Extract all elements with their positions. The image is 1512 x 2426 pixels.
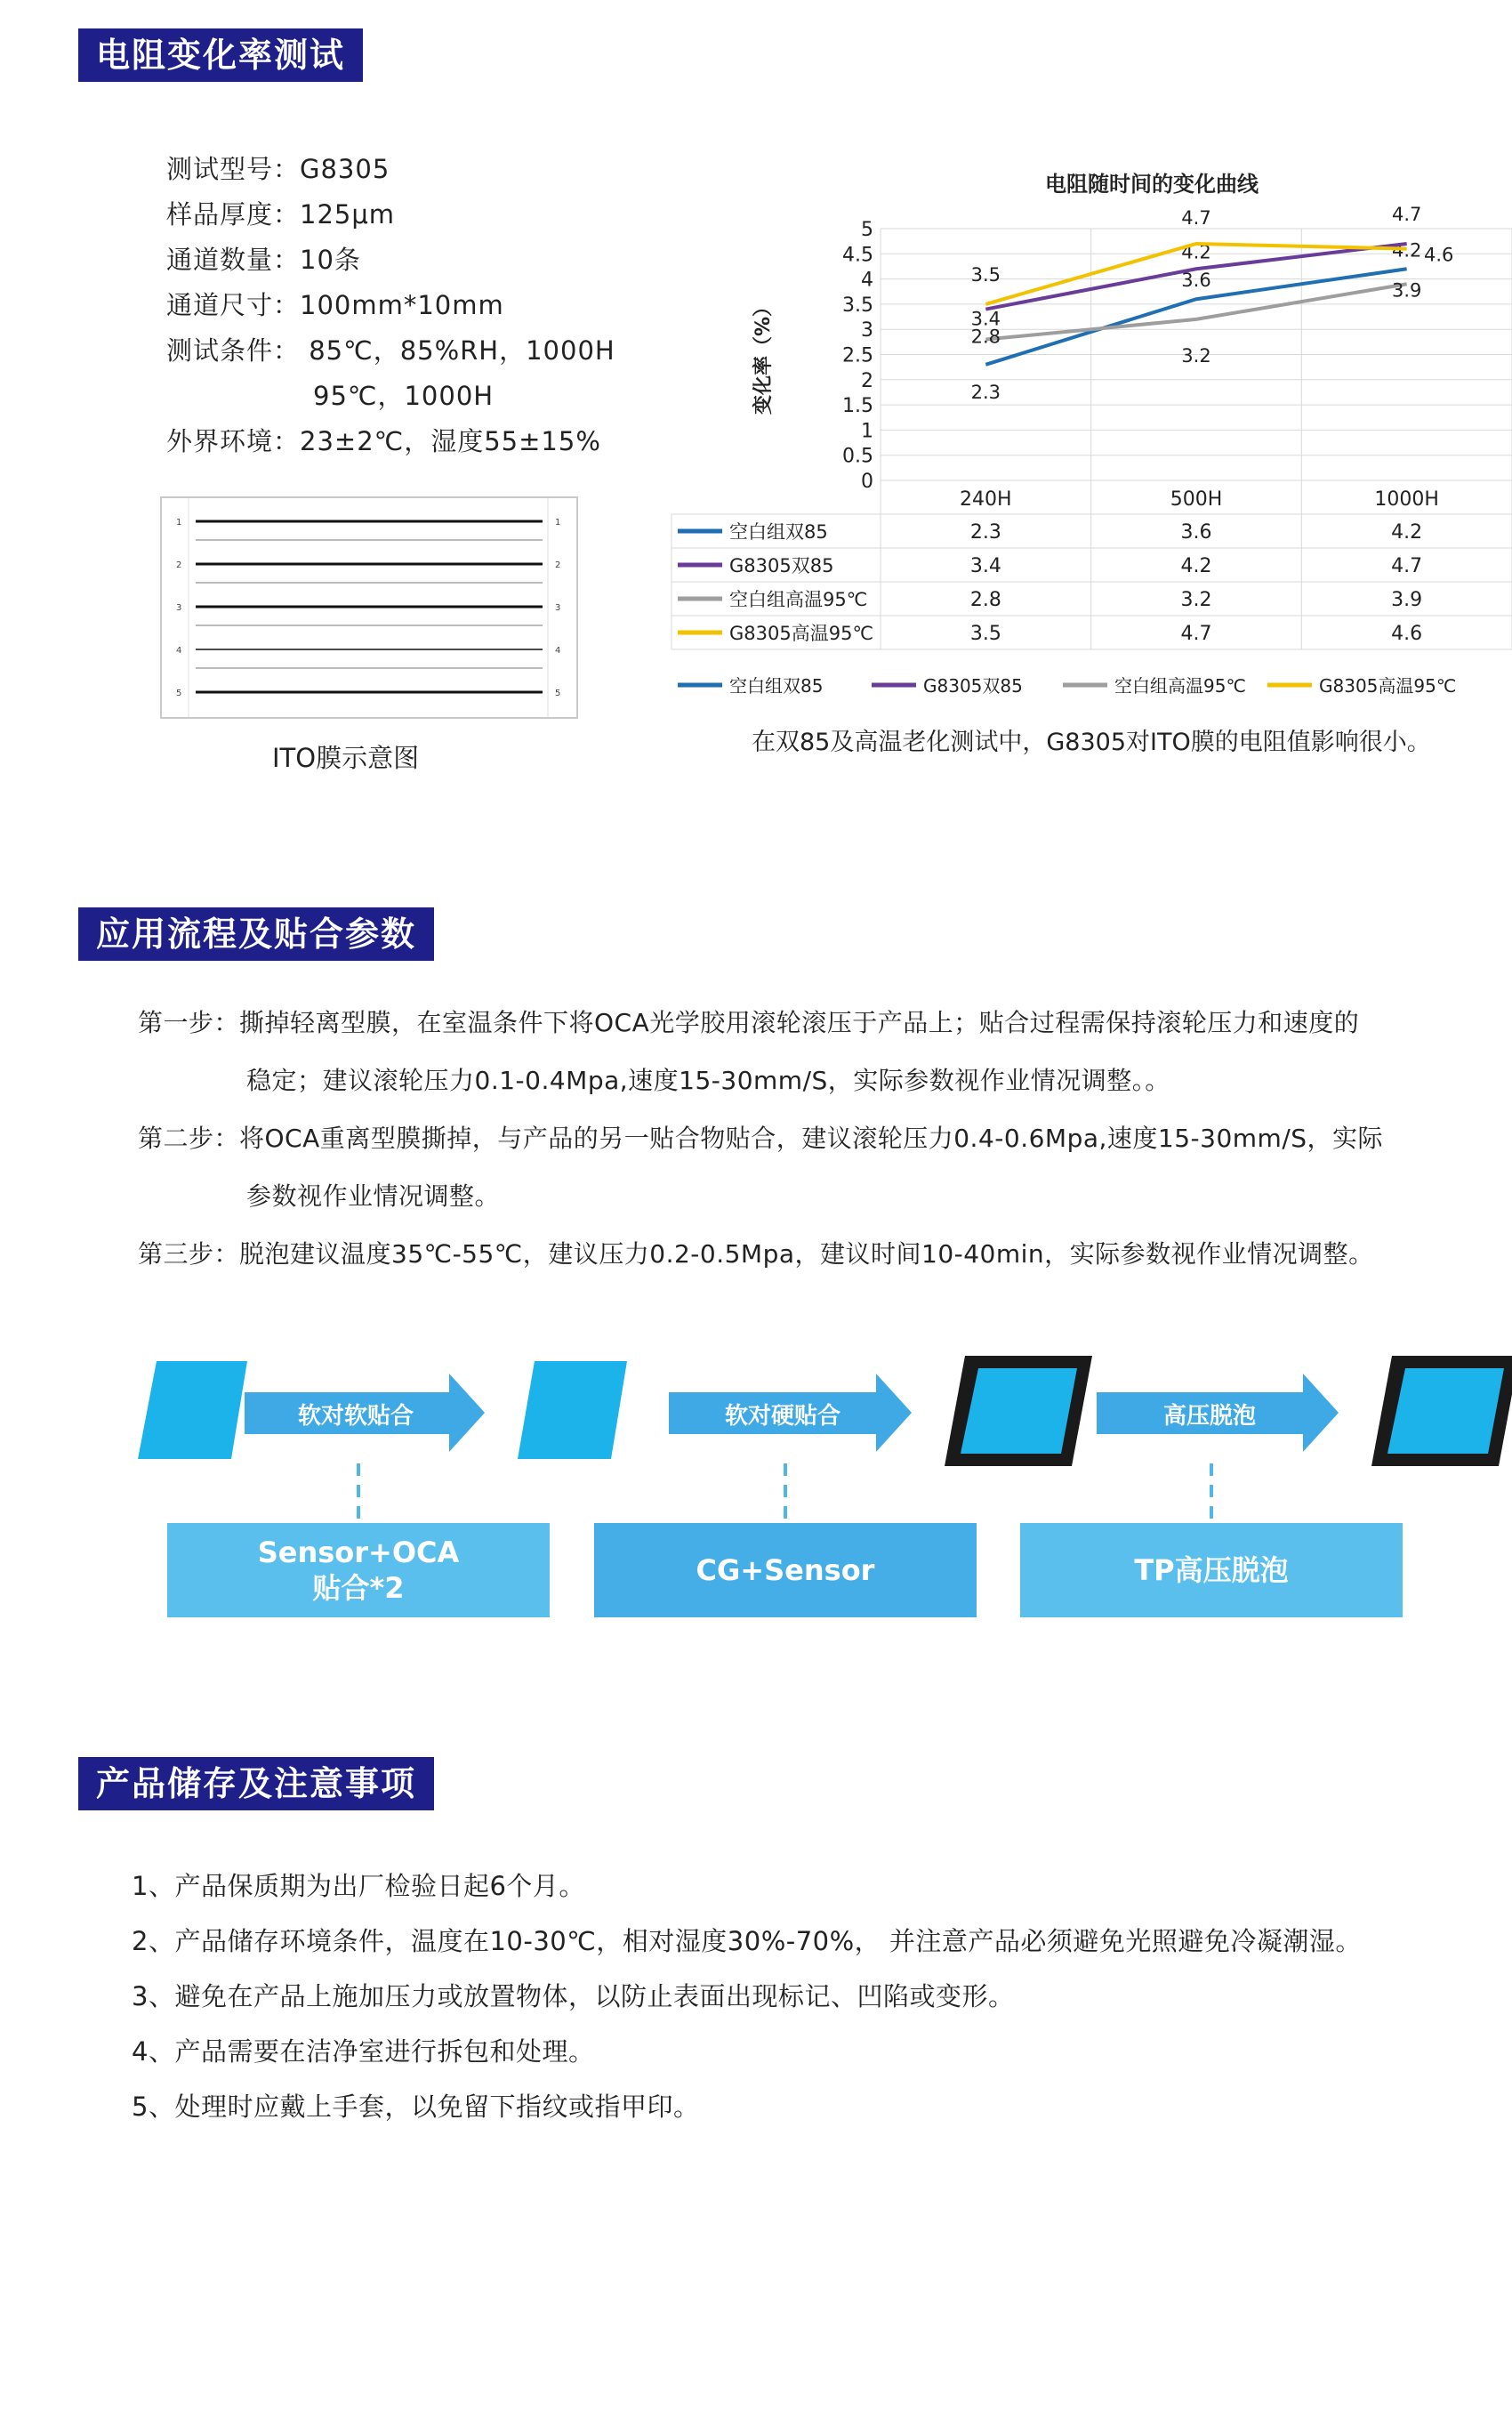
table-cell-value: 4.6 bbox=[1391, 623, 1423, 645]
flow-box-label-1: Sensor+OCA 贴合*2 bbox=[257, 1535, 460, 1605]
section-title-storage: 产品储存及注意事项 bbox=[78, 1757, 434, 1810]
data-label: 3.5 bbox=[970, 263, 1001, 286]
y-tick-label: 4 bbox=[861, 269, 873, 292]
ito-row-label-left: 1 bbox=[176, 518, 182, 528]
legend-entry: G8305高温95℃ bbox=[1319, 675, 1457, 697]
ito-channel-lines bbox=[196, 521, 543, 692]
table-cell-value: 4.7 bbox=[1391, 555, 1423, 577]
y-tick-label: 1 bbox=[861, 420, 873, 443]
flow-box-tp-degas bbox=[1020, 1523, 1403, 1617]
y-tick-label: 0.5 bbox=[842, 445, 873, 468]
x-category-label: 1000H bbox=[1374, 488, 1439, 511]
legend-entry: 空白组双85 bbox=[729, 675, 824, 697]
data-label: 4.7 bbox=[1391, 203, 1422, 225]
spec-size: 通道尺寸：100mm*10mm bbox=[166, 290, 504, 320]
table-cell-value: 3.9 bbox=[1391, 589, 1423, 611]
data-label: 3.6 bbox=[1181, 270, 1211, 292]
section-title-process: 应用流程及贴合参数 bbox=[78, 907, 434, 961]
chart-title: 电阻随时间的变化曲线 bbox=[1045, 172, 1259, 197]
ito-caption: ITO膜示意图 bbox=[272, 743, 420, 773]
data-label: 4.6 bbox=[1423, 244, 1454, 266]
step-1-line-1: 第一步：撕掉轻离型膜，在室温条件下将OCA光学胶用滚轮滚压于产品上；贴合过程需保持滚轮压力和速度的 bbox=[138, 1008, 1360, 1037]
ito-row-label-left: 4 bbox=[176, 646, 182, 656]
legend-entry: G8305双85 bbox=[923, 675, 1023, 697]
ito-row-label-right: 5 bbox=[555, 689, 561, 698]
ito-row-label-right: 3 bbox=[555, 603, 561, 613]
flow-box-sensor-oca bbox=[167, 1523, 550, 1617]
spec-conditions-2: 95℃，1000H bbox=[313, 381, 495, 411]
y-tick-label: 3 bbox=[861, 319, 873, 343]
y-tick-label: 3.5 bbox=[842, 294, 873, 317]
ito-row-label-left: 5 bbox=[176, 689, 182, 698]
y-axis-label: 变化率（%） bbox=[752, 296, 775, 415]
flow-box-label-2: CG+Sensor bbox=[696, 1553, 875, 1587]
table-cell-value: 2.8 bbox=[969, 589, 1001, 611]
flow-arrow-label-2: 软对硬贴合 bbox=[724, 1403, 841, 1430]
ito-row-label-left: 3 bbox=[176, 603, 182, 613]
table-cell-value: 3.6 bbox=[1180, 521, 1212, 544]
step-2-line-1: 第二步：将OCA重离型膜撕掉，与产品的另一贴合物贴合，建议滚轮压力0.4-0.6Mpa,速度15-30mm/S，实际 bbox=[138, 1124, 1384, 1153]
table-series-name: G8305高温95℃ bbox=[729, 623, 874, 644]
table-cell-value: 4.2 bbox=[1180, 555, 1212, 577]
ito-diagram bbox=[160, 496, 578, 719]
table-cell-value: 2.3 bbox=[969, 521, 1001, 544]
data-label: 2.3 bbox=[970, 381, 1001, 403]
y-tick-label: 0 bbox=[861, 471, 873, 493]
y-tick-label: 5 bbox=[861, 219, 873, 241]
table-cell-value: 4.2 bbox=[1391, 521, 1423, 544]
flow-arrow-2 bbox=[669, 1374, 912, 1452]
data-label: 3.9 bbox=[1391, 279, 1422, 302]
spec-conditions: 测试条件： 85℃，85%RH，1000H bbox=[166, 335, 615, 366]
table-cell-value: 3.2 bbox=[1180, 589, 1212, 611]
data-label: 2.8 bbox=[970, 326, 1001, 348]
table-series-name: 空白组双85 bbox=[729, 521, 828, 543]
table-series-name: G8305双85 bbox=[729, 555, 834, 576]
y-tick-label: 1.5 bbox=[842, 395, 873, 418]
spec-channels: 通道数量：10条 bbox=[166, 245, 361, 275]
data-label: 4.7 bbox=[1181, 206, 1211, 229]
spec-environment: 外界环境：23±2℃，湿度55±15% bbox=[166, 426, 601, 456]
step-2-line-2: 参数视作业情况调整。 bbox=[246, 1181, 501, 1211]
legend-entry: 空白组高温95℃ bbox=[1114, 675, 1246, 697]
flow-arrow-1 bbox=[245, 1374, 485, 1452]
ito-row-label-right: 2 bbox=[555, 560, 561, 570]
data-label: 4.2 bbox=[1181, 241, 1211, 263]
table-cell-value: 3.5 bbox=[969, 623, 1001, 645]
note-1: 1、产品保质期为出厂检验日起6个月。 bbox=[132, 1871, 585, 1901]
note-5: 5、处理时应戴上手套，以免留下指纹或指甲印。 bbox=[132, 2092, 700, 2122]
table-cell-value: 4.7 bbox=[1180, 623, 1212, 645]
y-tick-label: 4.5 bbox=[842, 244, 873, 267]
y-tick-label: 2.5 bbox=[842, 344, 873, 367]
chart-svg bbox=[667, 160, 1512, 721]
table-series-name: 空白组高温95℃ bbox=[729, 589, 868, 610]
step-3: 第三步：脱泡建议温度35℃-55℃，建议压力0.2-0.5Mpa，建议时间10-40min，实际参数视作业情况调整。 bbox=[138, 1239, 1374, 1269]
table-cell-value: 3.4 bbox=[969, 555, 1001, 577]
chart-footer-note: 在双85及高温老化测试中，G8305对ITO膜的电阻值影响很小。 bbox=[752, 729, 1431, 756]
flow-box-label-3: TP高压脱泡 bbox=[1134, 1553, 1289, 1587]
ito-row-label-right: 1 bbox=[555, 518, 561, 528]
series-line bbox=[985, 284, 1406, 339]
flow-arrow-3 bbox=[1097, 1374, 1339, 1452]
panel-shape-1 bbox=[138, 1361, 247, 1459]
spec-thickness: 样品厚度：125μm bbox=[166, 199, 396, 230]
x-category-label: 240H bbox=[960, 488, 1012, 511]
data-label: 4.2 bbox=[1391, 239, 1422, 262]
ito-row-label-right: 4 bbox=[555, 646, 561, 656]
note-4: 4、产品需要在洁净室进行拆包和处理。 bbox=[132, 2036, 595, 2067]
note-3: 3、避免在产品上施加压力或放置物体，以防止表面出现标记、凹陷或变形。 bbox=[132, 1981, 1015, 2011]
data-label: 3.2 bbox=[1181, 344, 1211, 367]
note-2: 2、产品储存环境条件，温度在10-30℃，相对湿度30%-70%， 并注意产品必须避免光照避免冷凝潮湿。 bbox=[132, 1926, 1362, 1956]
spec-model: 测试型号：G8305 bbox=[166, 154, 390, 184]
flow-arrow-label-3: 高压脱泡 bbox=[1162, 1403, 1257, 1430]
ito-diagram-svg bbox=[162, 498, 576, 717]
flow-box-cg-sensor bbox=[594, 1523, 977, 1617]
step-1-line-2: 稳定；建议滚轮压力0.1-0.4Mpa,速度15-30mm/S，实际参数视作业情况调整。。 bbox=[246, 1066, 1170, 1095]
panel-shape-2 bbox=[518, 1361, 627, 1459]
resistance-chart bbox=[667, 160, 1512, 765]
data-label: 3.4 bbox=[970, 308, 1001, 330]
ito-row-label-left: 2 bbox=[176, 560, 182, 570]
y-tick-label: 2 bbox=[861, 369, 873, 392]
flow-arrow-label-1: 软对软贴合 bbox=[297, 1403, 414, 1430]
x-category-label: 500H bbox=[1170, 488, 1223, 511]
section-title-test: 电阻变化率测试 bbox=[78, 28, 363, 82]
